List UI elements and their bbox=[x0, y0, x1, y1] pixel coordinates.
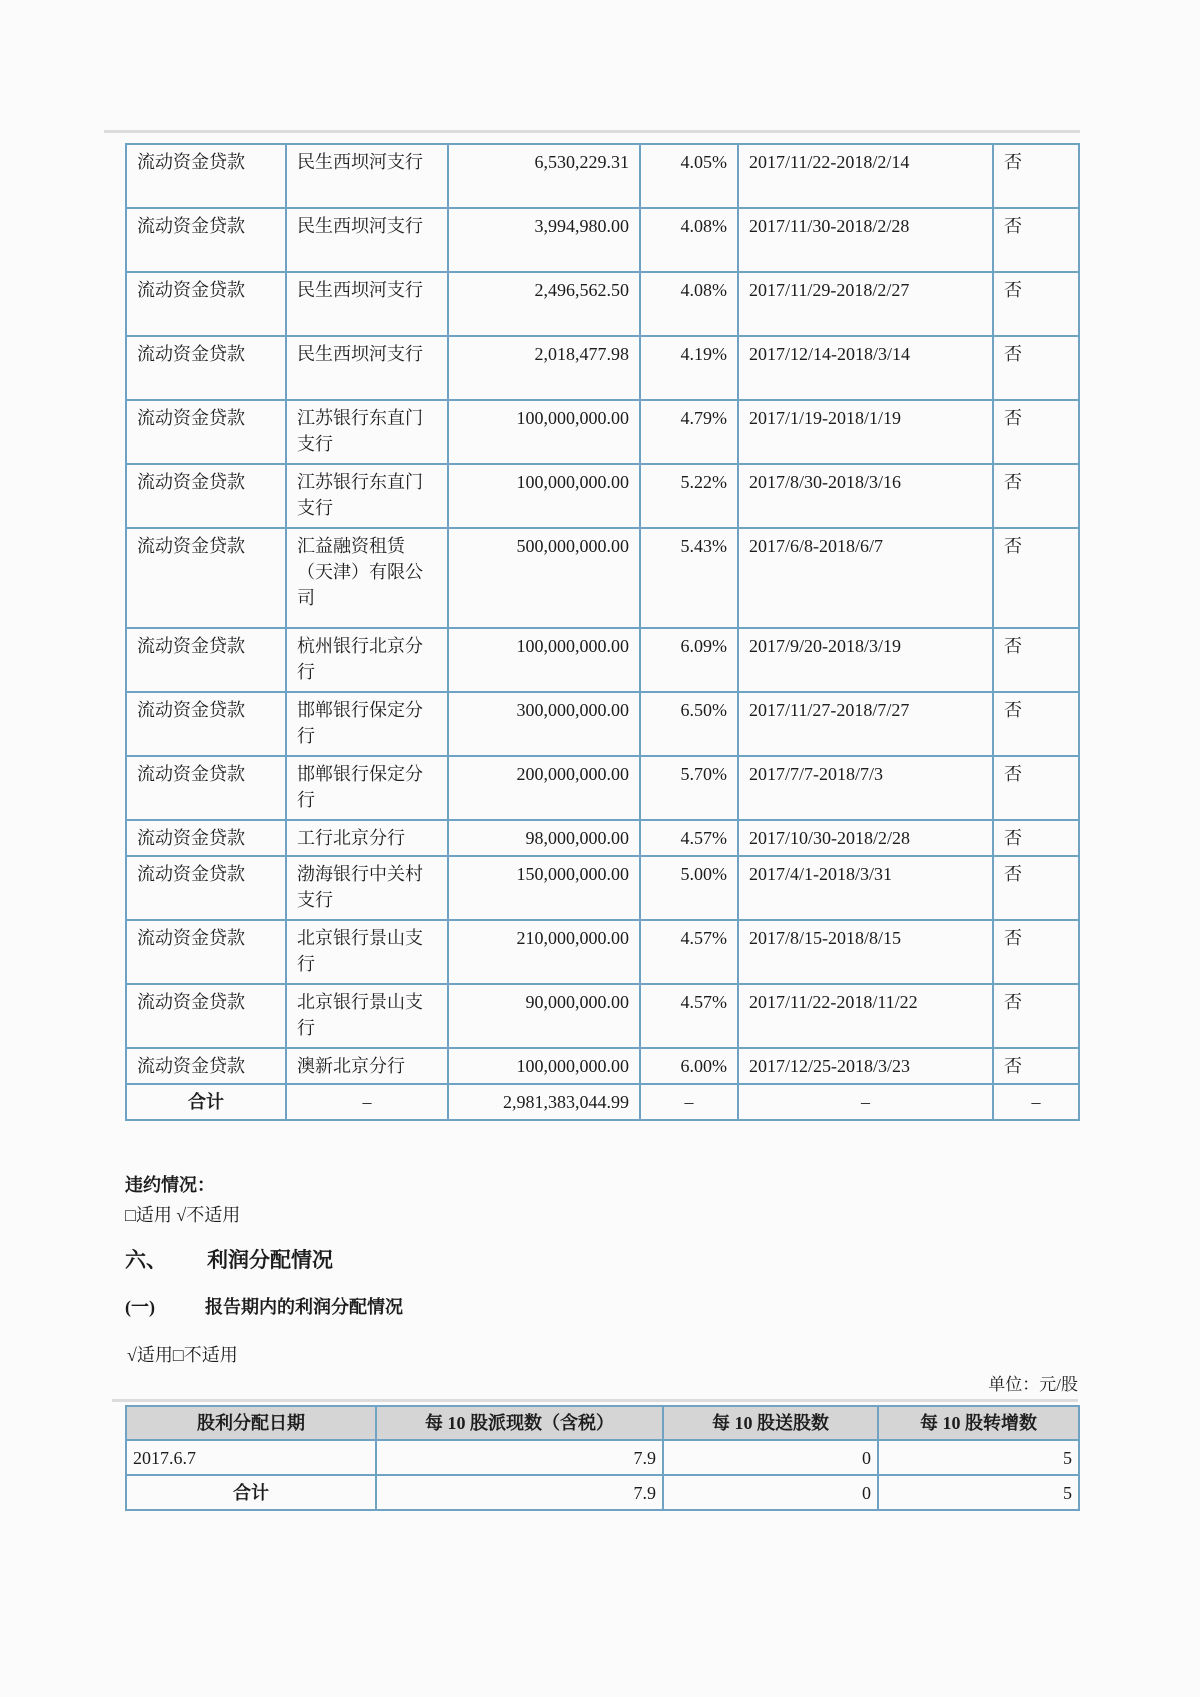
overdue-flag-cell: 否 bbox=[993, 984, 1079, 1048]
loan-total-flag: – bbox=[993, 1084, 1079, 1120]
dividend-table-footer bbox=[126, 1475, 1079, 1510]
overdue-flag-cell: 否 bbox=[993, 628, 1079, 692]
loan-total-rate: – bbox=[640, 1084, 738, 1120]
table-row bbox=[126, 856, 1079, 920]
amount-cell: 300,000,000.00 bbox=[448, 692, 640, 756]
loan-type-cell: 流动资金贷款 bbox=[126, 628, 286, 692]
loan-type-cell: 流动资金贷款 bbox=[126, 856, 286, 920]
loan-period-cell: 2017/11/22-2018/11/22 bbox=[738, 984, 993, 1048]
lender-cell: 北京银行景山支行 bbox=[286, 920, 448, 984]
dividend-date-cell: 2017.6.7 bbox=[126, 1440, 376, 1475]
lender-cell: 民生西坝河支行 bbox=[286, 336, 448, 400]
interest-rate-cell: 4.19% bbox=[640, 336, 738, 400]
table-row bbox=[126, 984, 1079, 1048]
profit-section-heading bbox=[125, 1244, 333, 1276]
loan-type-cell: 流动资金贷款 bbox=[126, 756, 286, 820]
lender-cell: 民生西坝河支行 bbox=[286, 208, 448, 272]
loan-type-cell: 流动资金贷款 bbox=[126, 464, 286, 528]
interest-rate-cell: 5.22% bbox=[640, 464, 738, 528]
profit-subsection-heading bbox=[125, 1293, 403, 1321]
loan-period-cell: 2017/11/22-2018/2/14 bbox=[738, 144, 993, 208]
overdue-flag-cell: 否 bbox=[993, 208, 1079, 272]
overdue-flag-cell: 否 bbox=[993, 920, 1079, 984]
loan-period-cell: 2017/4/1-2018/3/31 bbox=[738, 856, 993, 920]
loan-total-label: 合计 bbox=[126, 1084, 286, 1120]
interest-rate-cell: 5.00% bbox=[640, 856, 738, 920]
loan-type-cell: 流动资金贷款 bbox=[126, 144, 286, 208]
table-row bbox=[126, 756, 1079, 820]
interest-rate-cell: 4.57% bbox=[640, 984, 738, 1048]
amount-cell: 3,994,980.00 bbox=[448, 208, 640, 272]
overdue-flag-cell: 否 bbox=[993, 144, 1079, 208]
amount-cell: 100,000,000.00 bbox=[448, 628, 640, 692]
loan-total-row bbox=[126, 1084, 1079, 1120]
loan-total-lender: – bbox=[286, 1084, 448, 1120]
lender-cell: 汇益融资租赁（天津）有限公司 bbox=[286, 528, 448, 628]
loan-period-cell: 2017/8/30-2018/3/16 bbox=[738, 464, 993, 528]
loan-type-cell: 流动资金贷款 bbox=[126, 920, 286, 984]
loan-period-cell: 2017/10/30-2018/2/28 bbox=[738, 820, 993, 856]
lender-cell: 工行北京分行 bbox=[286, 820, 448, 856]
loan-period-cell: 2017/1/19-2018/1/19 bbox=[738, 400, 993, 464]
loan-table bbox=[125, 143, 1080, 1121]
table-row bbox=[126, 628, 1079, 692]
amount-cell: 2,496,562.50 bbox=[448, 272, 640, 336]
loan-period-cell: 2017/11/29-2018/2/27 bbox=[738, 272, 993, 336]
dividend-table-body bbox=[126, 1440, 1079, 1475]
interest-rate-cell: 6.09% bbox=[640, 628, 738, 692]
table-row bbox=[126, 1440, 1079, 1475]
interest-rate-cell: 6.00% bbox=[640, 1048, 738, 1084]
loan-type-cell: 流动资金贷款 bbox=[126, 984, 286, 1048]
profit-section-number: 六、 bbox=[125, 1248, 167, 1272]
profit-applicability: √适用□不适用 bbox=[127, 1345, 238, 1365]
breach-section-title: 违约情况： bbox=[125, 1175, 215, 1195]
lender-cell: 杭州银行北京分行 bbox=[286, 628, 448, 692]
amount-cell: 210,000,000.00 bbox=[448, 920, 640, 984]
interest-rate-cell: 4.79% bbox=[640, 400, 738, 464]
overdue-flag-cell: 否 bbox=[993, 464, 1079, 528]
loan-type-cell: 流动资金贷款 bbox=[126, 1048, 286, 1084]
interest-rate-cell: 4.57% bbox=[640, 920, 738, 984]
header-bonus-shares: 每 10 股送股数 bbox=[663, 1406, 878, 1440]
table-row bbox=[126, 336, 1079, 400]
interest-rate-cell: 4.08% bbox=[640, 208, 738, 272]
dividend-total-conversion: 5 bbox=[878, 1475, 1079, 1510]
amount-cell: 98,000,000.00 bbox=[448, 820, 640, 856]
loan-type-cell: 流动资金贷款 bbox=[126, 336, 286, 400]
unit-label: 单位：元/股 bbox=[988, 1375, 1078, 1394]
amount-cell: 150,000,000.00 bbox=[448, 856, 640, 920]
header-conversion-shares: 每 10 股转增数 bbox=[878, 1406, 1079, 1440]
loan-table-top-shadow bbox=[104, 130, 1080, 133]
dividend-total-bonus: 0 bbox=[663, 1475, 878, 1510]
loan-type-cell: 流动资金贷款 bbox=[126, 400, 286, 464]
breach-applicability: □适用 √不适用 bbox=[125, 1205, 241, 1225]
table-row bbox=[126, 692, 1079, 756]
overdue-flag-cell: 否 bbox=[993, 272, 1079, 336]
dividend-table bbox=[125, 1405, 1080, 1511]
amount-cell: 100,000,000.00 bbox=[448, 400, 640, 464]
loan-total-period: – bbox=[738, 1084, 993, 1120]
header-cash-per-10-shares: 每 10 股派现数（含税） bbox=[376, 1406, 663, 1440]
overdue-flag-cell: 否 bbox=[993, 856, 1079, 920]
table-row bbox=[126, 920, 1079, 984]
table-row bbox=[126, 528, 1079, 628]
loan-type-cell: 流动资金贷款 bbox=[126, 272, 286, 336]
amount-cell: 6,530,229.31 bbox=[448, 144, 640, 208]
loan-period-cell: 2017/11/27-2018/7/27 bbox=[738, 692, 993, 756]
table-row bbox=[126, 820, 1079, 856]
lender-cell: 江苏银行东直门支行 bbox=[286, 464, 448, 528]
loan-period-cell: 2017/6/8-2018/6/7 bbox=[738, 528, 993, 628]
profit-subsection-title: 报告期内的利润分配情况 bbox=[205, 1297, 403, 1317]
loan-table-body bbox=[126, 144, 1079, 1084]
table-row bbox=[126, 464, 1079, 528]
loan-total-amount: 2,981,383,044.99 bbox=[448, 1084, 640, 1120]
lender-cell: 北京银行景山支行 bbox=[286, 984, 448, 1048]
profit-section-title: 利润分配情况 bbox=[207, 1248, 333, 1272]
loan-type-cell: 流动资金贷款 bbox=[126, 820, 286, 856]
interest-rate-cell: 6.50% bbox=[640, 692, 738, 756]
table-row bbox=[126, 1048, 1079, 1084]
dividend-table-top-shadow bbox=[112, 1399, 1078, 1402]
dividend-total-label: 合计 bbox=[126, 1475, 376, 1510]
table-row bbox=[126, 272, 1079, 336]
table-row bbox=[126, 400, 1079, 464]
interest-rate-cell: 4.08% bbox=[640, 272, 738, 336]
loan-table-footer bbox=[126, 1084, 1079, 1120]
loan-period-cell: 2017/12/14-2018/3/14 bbox=[738, 336, 993, 400]
conversion-shares-cell: 5 bbox=[878, 1440, 1079, 1475]
table-row bbox=[126, 208, 1079, 272]
interest-rate-cell: 5.43% bbox=[640, 528, 738, 628]
loan-type-cell: 流动资金贷款 bbox=[126, 692, 286, 756]
lender-cell: 民生西坝河支行 bbox=[286, 144, 448, 208]
dividend-total-cash: 7.9 bbox=[376, 1475, 663, 1510]
overdue-flag-cell: 否 bbox=[993, 756, 1079, 820]
lender-cell: 澳新北京分行 bbox=[286, 1048, 448, 1084]
amount-cell: 100,000,000.00 bbox=[448, 1048, 640, 1084]
interest-rate-cell: 4.57% bbox=[640, 820, 738, 856]
lender-cell: 民生西坝河支行 bbox=[286, 272, 448, 336]
dividend-header-row bbox=[126, 1406, 1079, 1440]
overdue-flag-cell: 否 bbox=[993, 820, 1079, 856]
loan-period-cell: 2017/7/7-2018/7/3 bbox=[738, 756, 993, 820]
lender-cell: 江苏银行东直门支行 bbox=[286, 400, 448, 464]
loan-type-cell: 流动资金贷款 bbox=[126, 208, 286, 272]
overdue-flag-cell: 否 bbox=[993, 692, 1079, 756]
table-row bbox=[126, 144, 1079, 208]
amount-cell: 90,000,000.00 bbox=[448, 984, 640, 1048]
amount-cell: 500,000,000.00 bbox=[448, 528, 640, 628]
lender-cell: 邯郸银行保定分行 bbox=[286, 692, 448, 756]
loan-period-cell: 2017/9/20-2018/3/19 bbox=[738, 628, 993, 692]
overdue-flag-cell: 否 bbox=[993, 1048, 1079, 1084]
header-dividend-date: 股利分配日期 bbox=[126, 1406, 376, 1440]
interest-rate-cell: 4.05% bbox=[640, 144, 738, 208]
dividend-total-row bbox=[126, 1475, 1079, 1510]
amount-cell: 100,000,000.00 bbox=[448, 464, 640, 528]
overdue-flag-cell: 否 bbox=[993, 528, 1079, 628]
loan-period-cell: 2017/12/25-2018/3/23 bbox=[738, 1048, 993, 1084]
profit-subsection-number: (一) bbox=[125, 1297, 155, 1317]
bonus-shares-cell: 0 bbox=[663, 1440, 878, 1475]
loan-period-cell: 2017/11/30-2018/2/28 bbox=[738, 208, 993, 272]
lender-cell: 邯郸银行保定分行 bbox=[286, 756, 448, 820]
amount-cell: 2,018,477.98 bbox=[448, 336, 640, 400]
interest-rate-cell: 5.70% bbox=[640, 756, 738, 820]
lender-cell: 渤海银行中关村支行 bbox=[286, 856, 448, 920]
dividend-table-header bbox=[126, 1406, 1079, 1440]
cash-per-10-shares-cell: 7.9 bbox=[376, 1440, 663, 1475]
amount-cell: 200,000,000.00 bbox=[448, 756, 640, 820]
loan-type-cell: 流动资金贷款 bbox=[126, 528, 286, 628]
overdue-flag-cell: 否 bbox=[993, 400, 1079, 464]
loan-period-cell: 2017/8/15-2018/8/15 bbox=[738, 920, 993, 984]
overdue-flag-cell: 否 bbox=[993, 336, 1079, 400]
